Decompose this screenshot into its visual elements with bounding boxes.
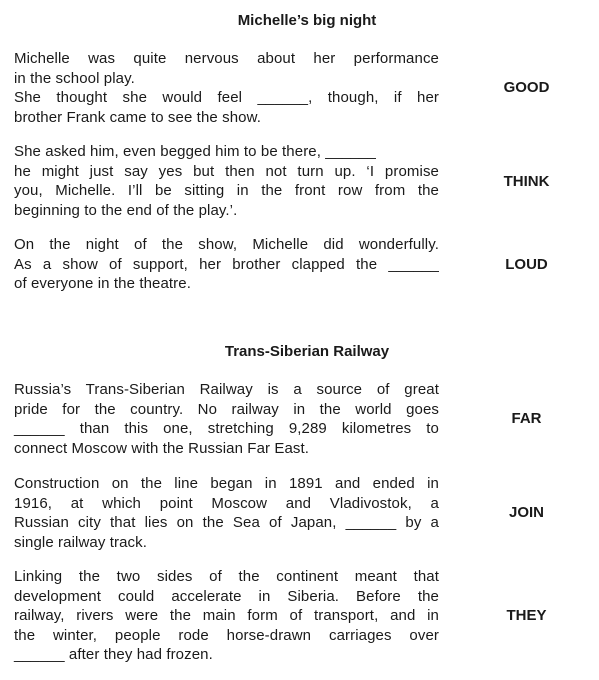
paragraph-line: Linking the two sides of the continent meant that — [14, 568, 439, 585]
exercise-paragraph — [14, 567, 439, 665]
paragraph-line: connect Moscow with the Russian Far East. — [14, 439, 310, 457]
paragraph-line: railway, rivers were the main form of transport, and in — [14, 607, 439, 624]
section-title: Trans-Siberian Railway — [224, 343, 390, 360]
word-prompt: GOOD — [503, 79, 550, 96]
word-prompt: LOUD — [505, 256, 548, 273]
paragraph-line: ______ than this one, stretching 9,289 kilometres to — [14, 420, 439, 437]
word-prompt: JOIN — [508, 504, 544, 521]
paragraph-line: beginning to the end of the play.’. — [14, 201, 238, 219]
paragraph-line: Russia’s Trans-Siberian Railway is a source of great — [14, 381, 439, 398]
paragraph-line: development could accelerate in Siberia. Before the — [14, 587, 439, 605]
paragraph-line: Construction on the line began in 1891 and ended in — [14, 475, 439, 492]
paragraph-line: She asked him, even begged him to be there, ______ — [14, 143, 376, 160]
paragraph-line: single railway track. — [14, 533, 147, 551]
exercise-paragraph — [14, 49, 439, 127]
word-prompt: FAR — [511, 410, 542, 427]
paragraph-line: Russian city that lies on the Sea of Japan, ______ by a — [14, 514, 439, 531]
paragraph-line: of everyone in the theatre. — [14, 275, 191, 292]
word-prompt: THINK — [503, 173, 550, 190]
exercise-paragraph — [14, 474, 439, 552]
paragraph-line: ______ after they had frozen. — [14, 646, 213, 663]
paragraph-line: brother Frank came to see the show. — [14, 108, 261, 126]
paragraph-line: he might just say yes but then not turn up. ‘I promise — [14, 162, 439, 180]
paragraph-line: As a show of support, her brother clapped the ______ — [14, 255, 439, 273]
paragraph-line: pride for the country. No railway in the world goes — [14, 400, 439, 418]
word-prompt: THEY — [506, 607, 547, 624]
paragraph-line: 1916, at which point Moscow and Vladivostok, a — [14, 494, 439, 512]
exercise-paragraph — [14, 380, 439, 458]
paragraph-line: the winter, people rode horse-drawn carriages over — [14, 626, 439, 644]
paragraph-line: in the school play. — [14, 69, 135, 87]
exercise-paragraph — [14, 142, 439, 220]
paragraph-line: On the night of the show, Michelle did wonderfully. — [14, 236, 439, 253]
paragraph-line: Michelle was quite nervous about her performance — [14, 50, 439, 67]
paragraph-line: She thought she would feel ______, though, if her — [14, 89, 439, 106]
paragraph-line: you, Michelle. I’ll be sitting in the front row from the — [14, 182, 439, 199]
exercise-paragraph — [14, 235, 439, 294]
section-title: Michelle’s big night — [237, 12, 377, 29]
